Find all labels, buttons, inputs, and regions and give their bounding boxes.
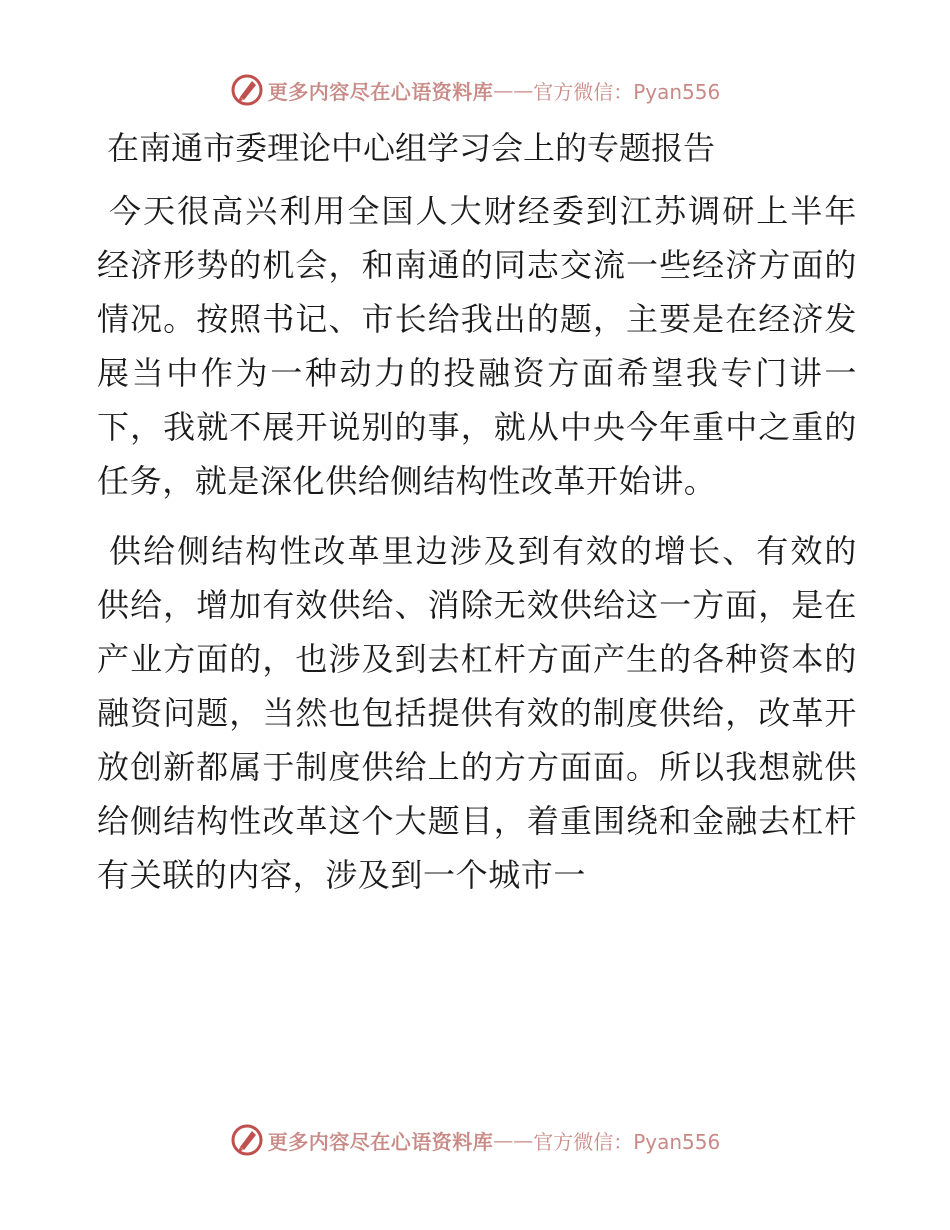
header-banner-separator: ——: [493, 78, 534, 102]
footer-banner: [0, 1120, 950, 1160]
pen-logo-icon: [230, 1123, 264, 1157]
header-banner-text: 更多内容尽在心语资料库: [267, 79, 494, 104]
header-banner: [0, 70, 950, 110]
footer-banner-separator: ——: [493, 1128, 534, 1152]
header-banner-wechat: 官方微信：Pyan556: [533, 79, 721, 104]
document-title: 在南通市委理论中心组学习会上的专题报告: [107, 129, 716, 167]
paragraph: 今天很高兴利用全国人大财经委到江苏调研上半年经济形势的机会，和南通的同志交流一些经济方面的情况。按照书记、市长给我出的题，主要是在经济发展当中作为一种动力的投融资方面希望我专门讲一下，我就不展开说别的事，就从中央今年重中之重的任务，就是深化供给侧结构性改革开始讲。: [97, 192, 857, 500]
footer-banner-wechat: 官方微信：Pyan556: [533, 1129, 721, 1154]
footer-banner-text: 更多内容尽在心语资料库: [267, 1129, 494, 1154]
pen-logo-icon: [230, 73, 264, 107]
paragraph: 供给侧结构性改革里边涉及到有效的增长、有效的供给，增加有效供给、消除无效供给这一方面，是在产业方面的，也涉及到去杠杆方面产生的各种资本的融资问题，当然也包括提供有效的制度供给，改革开放创新都属于制度供给上的方方面面。所以我想就供给侧结构性改革这个大题目，着重围绕和金融去杠杆有关联的内容，涉及到一个城市一: [97, 532, 857, 894]
document-body: [97, 118, 857, 918]
